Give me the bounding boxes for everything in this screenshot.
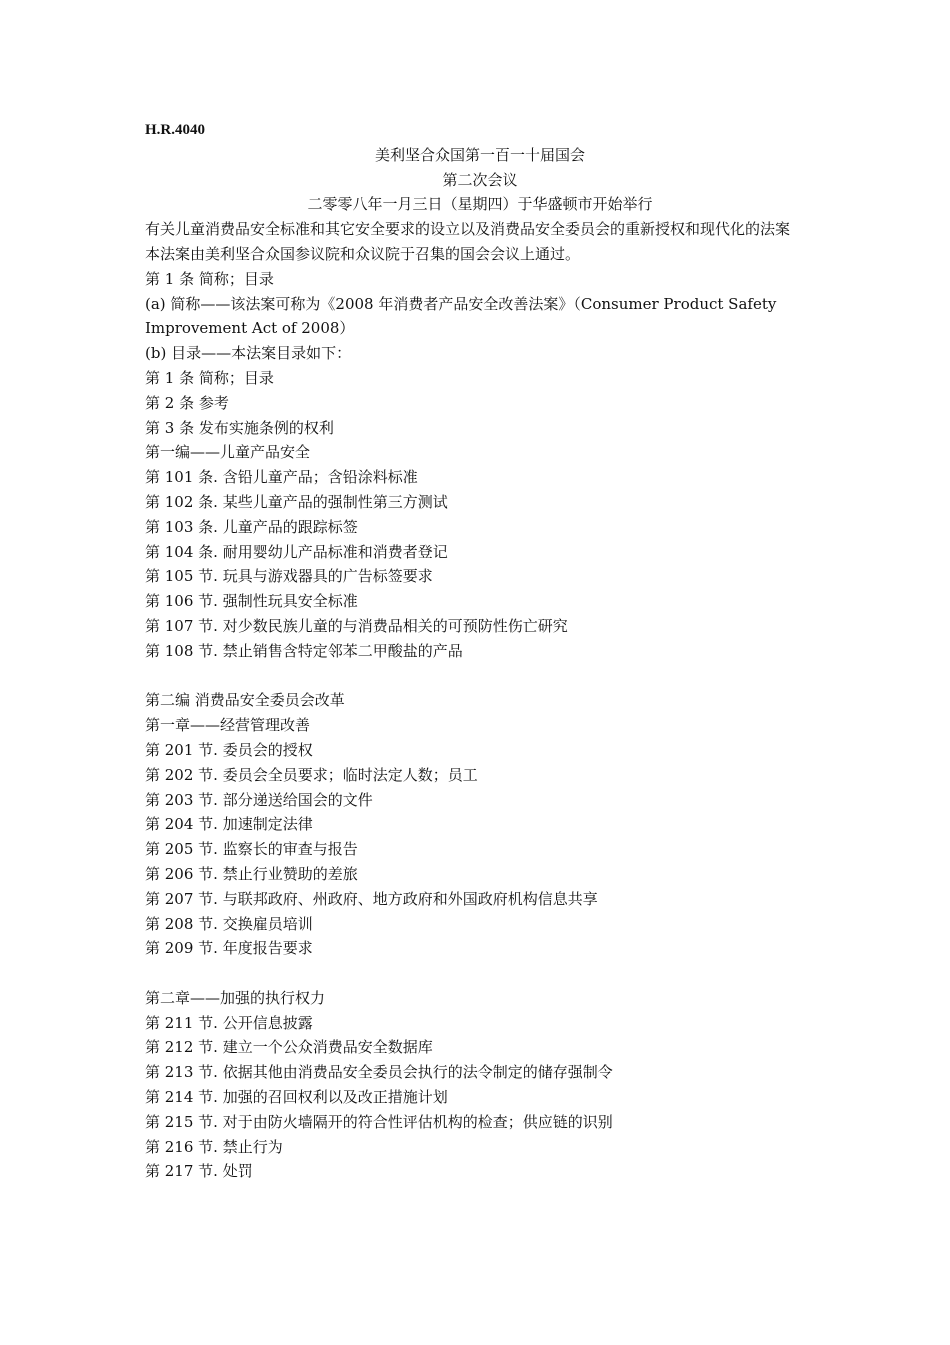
bill-number: H.R.4040	[145, 122, 205, 138]
toc-group-1	[145, 366, 815, 664]
toc-item: 第 215 节. 对于由防火墙隔开的符合性评估机构的检查；供应链的识别	[145, 1112, 613, 1131]
toc-item: 第 211 节. 公开信息披露	[145, 1013, 313, 1032]
toc-item: 第二编 消费品安全委员会改革	[145, 691, 345, 710]
toc-item: 第 107 节. 对少数民族儿童的与消费品相关的可预防性伤亡研究	[145, 616, 568, 635]
document-header	[145, 143, 815, 217]
toc-item: 第 1 条 简称；目录	[145, 368, 274, 387]
section-spacer	[145, 664, 815, 689]
toc-item: 第 202 节. 委员会全员要求；临时法定人数；员工	[145, 765, 478, 784]
toc-item: 第 104 条. 耐用婴幼儿产品标准和消费者登记	[145, 542, 448, 561]
toc-item: 第 209 节. 年度报告要求	[145, 939, 313, 958]
toc-item: 第 103 条. 儿童产品的跟踪标签	[145, 517, 358, 536]
section-1-b: (b) 目录——本法案目录如下：	[145, 344, 352, 363]
document-body	[145, 118, 815, 1184]
toc-item: 第一编——儿童产品安全	[145, 443, 311, 462]
toc-item: 第一章——经营管理改善	[145, 716, 311, 735]
toc-item: 第 205 节. 监察长的审查与报告	[145, 840, 358, 859]
toc-item: 第 2 条 参考	[145, 393, 229, 412]
toc-group-3	[145, 986, 815, 1184]
toc-item: 第 108 节. 禁止销售含特定邻苯二甲酸盐的产品	[145, 641, 463, 660]
congress-line: 美利坚合众国第一百一十届国会	[374, 145, 585, 164]
toc-item: 第 208 节. 交换雇员培训	[145, 914, 313, 933]
toc-item: 第 105 节. 玩具与游戏器具的广告标签要求	[145, 567, 433, 586]
toc-item: 第 214 节. 加强的召回权利以及改正措施计划	[145, 1088, 448, 1107]
toc-item: 第 212 节. 建立一个公众消费品安全数据库	[145, 1038, 433, 1057]
toc-item: 第 106 节. 强制性玩具安全标准	[145, 592, 358, 611]
toc-item: 第二章——加强的执行权力	[145, 988, 326, 1007]
session-line: 第二次会议	[442, 170, 518, 189]
toc-group-2	[145, 688, 815, 961]
toc-item: 第 207 节. 与联邦政府、州政府、地方政府和外国政府机构信息共享	[145, 889, 598, 908]
toc-item: 第 203 节. 部分递送给国会的文件	[145, 790, 373, 809]
section-1-heading: 第 1 条 简称；目录	[145, 269, 274, 288]
toc-item: 第 204 节. 加速制定法律	[145, 815, 313, 834]
date-line: 二零零八年一月三日（星期四）于华盛顿市开始举行	[307, 195, 653, 214]
toc-item: 第 213 节. 依据其他由消费品安全委员会执行的法令制定的储存强制令	[145, 1063, 613, 1082]
toc-item: 第 206 节. 禁止行业赞助的差旅	[145, 864, 358, 883]
section-spacer	[145, 961, 815, 986]
enactment-clause: 本法案由美利坚合众国参议院和众议院于召集的国会会议上通过。	[145, 244, 581, 263]
section-1-a: (a) 简称——该法案可称为《2008 年消费者产品安全改善法案》（Consumer Product Safety Improvement Act of 2008）	[145, 294, 777, 338]
toc-item: 第 3 条 发布实施条例的权利	[145, 418, 334, 437]
toc-item: 第 201 节. 委员会的授权	[145, 740, 313, 759]
bill-purpose: 有关儿童消费品安全标准和其它安全要求的设立以及消费品安全委员会的重新授权和现代化的法案	[145, 220, 791, 239]
toc-item: 第 102 条. 某些儿童产品的强制性第三方测试	[145, 492, 448, 511]
toc-item: 第 216 节. 禁止行为	[145, 1137, 283, 1156]
toc-item: 第 217 节. 处罚	[145, 1162, 253, 1181]
toc-item: 第 101 条. 含铅儿童产品；含铅涂料标准	[145, 468, 418, 487]
